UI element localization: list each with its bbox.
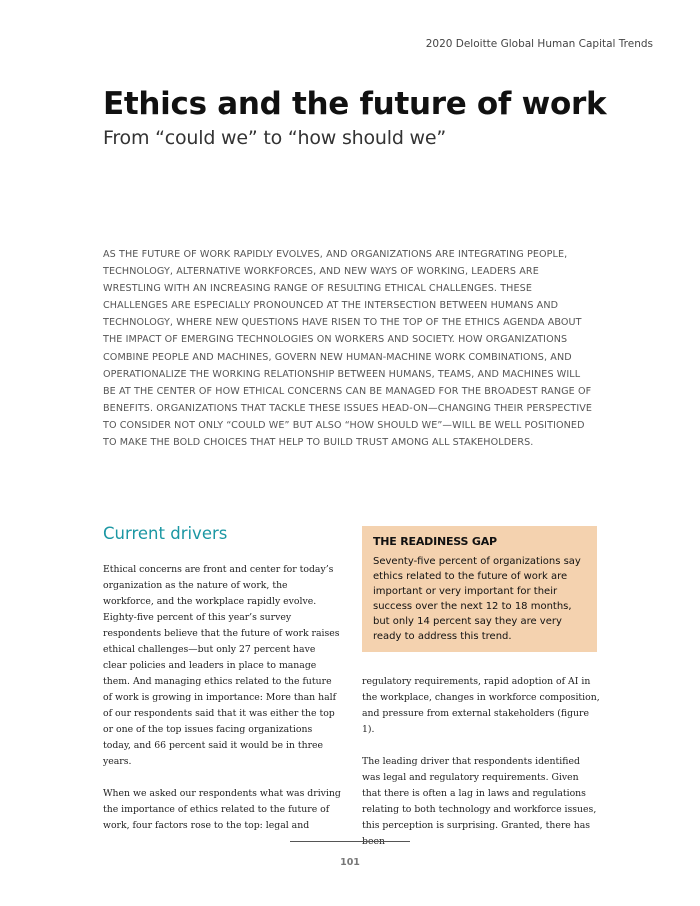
callout-text: Seventy-five percent of organizations say ethics related to the future of work are important or very important for their success over the next 12 to 18 months, but only 14 percent say they are very ready to address this trend. (373, 556, 581, 642)
footer-divider (290, 841, 410, 842)
intro-paragraph: AS THE FUTURE OF WORK RAPIDLY EVOLVES, AND ORGANIZATIONS ARE INTEGRATING PEOPLE, TECHNOLOGY, ALTERNATIVE WORKFORCES, AND NEW WAYS OF WORKING, LEADERS ARE WRESTLING WITH AN INCREASING RANGE OF RESULTING ETHICAL CHALLENGES. THESE CHALLENGES ARE ESPECIALLY PRONOUNCED AT THE INTERSECTION BETWEEN HUMANS AND TECHNOLOGY, WHERE NEW QUESTIONS HAVE RISEN TO THE TOP OF THE ETHICS AGENDA ABOUT THE IMPACT OF EMERGING TECHNOLOGIES ON WORKERS AND SOCIETY. HOW ORGANIZATIONS COMBINE PEOPLE AND MACHINES, GOVERN NEW HUMAN-MACHINE WORK COMBINATIONS, AND OPERATIONALIZE THE WORKING RELATIONSHIP BETWEEN HUMANS, TEAMS, AND MACHINES WILL BE AT THE CENTER OF HOW ETHICAL CONCERNS CAN BE MANAGED FOR THE BROADEST RANGE OF BENEFITS. ORGANIZATIONS THAT TACKLE THESE ISSUES HEAD-ON—CHANGING THEIR PERSPECTIVE TO CONSIDER NOT ONLY “COULD WE” BUT ALSO “HOW SHOULD WE”—WILL BE WELL POSITIONED TO MAKE THE BOLD CHOICES THAT HELP TO BUILD TRUST AMONG ALL STAKEHOLDERS. (103, 249, 593, 449)
page-subtitle: From “could we” to “how should we” (103, 127, 447, 149)
body-column-left (103, 562, 341, 850)
page-title: Ethics and the future of work (103, 86, 607, 122)
body-paragraph: The leading driver that respondents identified was legal and regulatory requirements. Given that there is often a lag in laws and regulations relating to both technology and workforce issues, this perception is surprising. Granted, there has been (362, 756, 597, 847)
callout-title: THE READINESS GAP (373, 535, 497, 548)
page-number: 101 (340, 857, 360, 868)
running-header: 2020 Deloitte Global Human Capital Trends (425, 38, 653, 50)
readiness-gap-callout (362, 526, 597, 652)
body-paragraph: regulatory requirements, rapid adoption of AI in the workplace, changes in workforce composition, and pressure from external stakeholders (figure 1). (362, 676, 600, 735)
body-paragraph: Ethical concerns are front and center for today’s organization as the nature of work, the workforce, and the workplace rapidly evolve. Eighty-five percent of this year’s survey respondents believe that the future of work raises ethical challenges—but only 27 percent have clear policies and leaders in place to manage them. And managing ethics related to the future of work is growing in importance: More than half of our respondents said that it was either the top or one of the top issues facing organizations today, and 66 percent said it would be in three years. (103, 564, 340, 767)
body-paragraph: When we asked our respondents what was driving the importance of ethics related to the future of work, four factors rose to the top: legal and (103, 788, 341, 831)
section-heading: Current drivers (103, 524, 228, 543)
body-column-right (362, 674, 600, 866)
